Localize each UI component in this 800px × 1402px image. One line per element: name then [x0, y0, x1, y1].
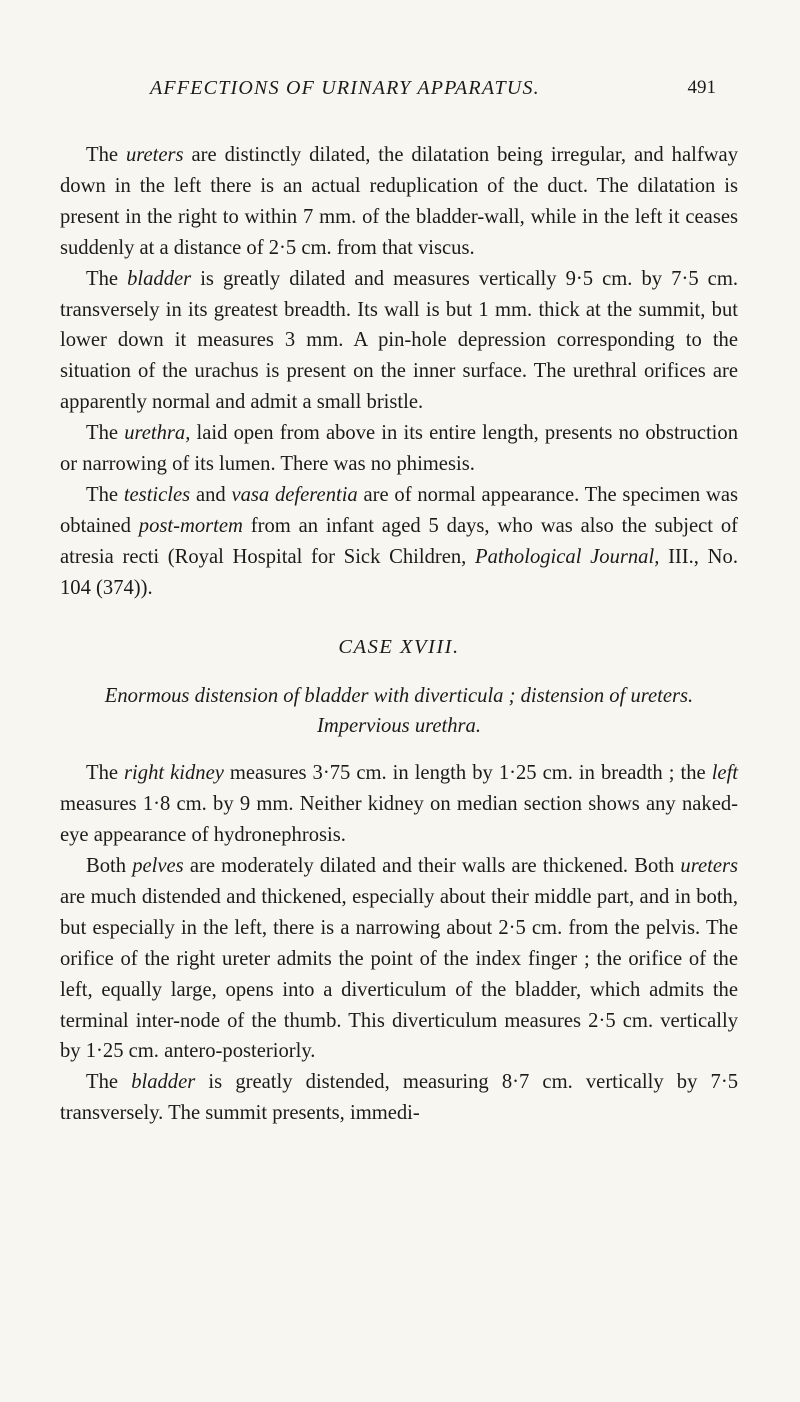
text-run: Both — [86, 855, 133, 878]
running-head — [150, 77, 716, 107]
italic-term: left — [711, 762, 739, 785]
italic-term: urethra, — [124, 422, 191, 445]
paragraph-bladder — [60, 264, 738, 419]
paragraph-bladder-distended — [60, 1067, 738, 1129]
italic-term: bladder — [131, 1071, 196, 1094]
page-number: 491 — [687, 77, 716, 98]
italic-term: right kidney — [124, 762, 224, 785]
text-run: The — [86, 144, 126, 166]
text-run: are much distended and thickened, especially about their middle part, and in both, but especially in the left, there is a narrowing about 2·5 cm. from the pelvis. The orifice of the right ureter admits the point of the index finger ; the orifice of the left, equally large, opens into a diverticulum of the bladder, which admits the terminal inter-node of the thumb. This diverticulum measures 2·5 cm. vertically by 1·25 cm. antero-posteriorly. — [60, 885, 738, 1063]
paragraph-kidney — [60, 758, 738, 851]
text-run: are distinctly dilated, the dilatation being irregular, and halfway down in the left there is an actual reduplication of the duct. The dilatation is present in the right to within 7 mm. of the bladder-wall, while in the left it ceases suddenly at a distance of 2·5 cm. from that viscus. — [60, 144, 738, 259]
text-run: The — [86, 267, 128, 290]
running-title: AFFECTIONS OF URINARY APPARATUS. — [150, 77, 540, 99]
text-run: The — [86, 762, 125, 785]
text-run: is greatly dilated and measures vertically 9·5 cm. by 7·5 cm. transversely in its greatest breadth. Its wall is but 1 mm. thick at the summit, but lower down it measures 3 mm. A pin-hole depression corresponding to the situation of the urachus is present on the inner surface. The urethral orifices are apparently normal and admit a small bristle. — [60, 267, 738, 414]
case-heading: CASE XVIII. — [338, 635, 460, 658]
text-run: from an infant aged 5 days, who was also the subject of atresia recti (Royal Hospital for Sick Children, — [60, 514, 738, 568]
text-run: The — [86, 483, 124, 506]
paragraph-urethra — [60, 418, 738, 480]
body-text — [60, 140, 738, 1129]
italic-term: ureters — [125, 144, 184, 166]
paragraph-pelves — [60, 851, 738, 1067]
text-run: is greatly distended, measuring 8·7 cm. vertically by 7·5 transversely. The summit presents, immedi- — [60, 1071, 739, 1125]
italic-term: Pathological Journal, — [475, 545, 660, 568]
italic-term: vasa deferentia — [231, 483, 358, 506]
italic-term: bladder — [127, 267, 192, 290]
text-run: measures 1·8 cm. by 9 mm. Neither kidney on median section shows any naked-eye appearance of hydronephrosis. — [60, 793, 738, 847]
text-run: laid open from above in its entire length, presents no obstruction or narrowing of its lumen. There was no phimesis. — [60, 422, 738, 476]
text-run: are of normal appearance. The specimen was obtained — [60, 483, 739, 537]
paragraph-ureters — [60, 140, 738, 264]
case-subtitle: Enormous distension of bladder with diverticula ; distension of ureters. Impervious urethra. — [104, 684, 694, 738]
text-run: are moderately dilated and their walls are thickened. Both — [183, 855, 681, 878]
paragraph-testicles — [60, 480, 738, 604]
text-run: III., No. 104 (374)). — [60, 545, 738, 599]
italic-term: pelves — [132, 855, 184, 878]
text-run: The — [86, 1071, 132, 1094]
italic-term: post-mortem — [138, 514, 243, 537]
italic-term: ureters — [680, 855, 738, 878]
text-run: and — [190, 483, 232, 506]
italic-term: testicles — [123, 483, 191, 506]
text-run: measures 3·75 cm. in length by 1·25 cm. in breadth ; the — [223, 762, 712, 785]
text-run: The — [86, 422, 125, 445]
